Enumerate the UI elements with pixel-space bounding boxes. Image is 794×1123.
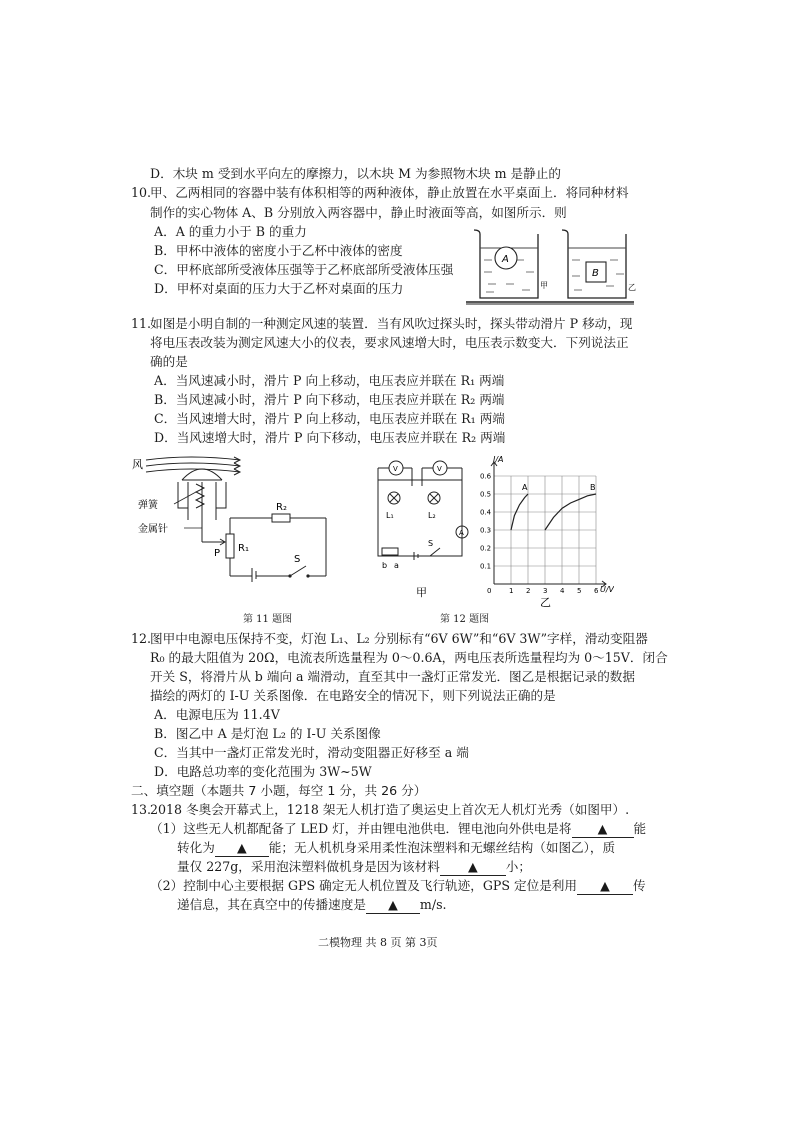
q11-figure-wind-device <box>130 452 335 582</box>
q12-option-c: C．当其中一盏灯正常发光时，滑动变阻器正好移至 a 端 <box>154 745 469 760</box>
q10-option-b: B．甲杯中液体的密度小于乙杯中液体的密度 <box>154 243 403 258</box>
q12-l2-label: L₂ <box>428 511 436 520</box>
q11-option-b: B．当风速减小时，滑片 P 向下移动，电压表应并联在 R₂ 两端 <box>154 392 505 407</box>
q13-blank-4[interactable]: ▲ <box>577 878 633 895</box>
q10-option-c: C．甲杯底部所受液体压强等于乙杯底部所受液体压强 <box>154 262 454 277</box>
q10-label-jia: 甲 <box>540 281 548 290</box>
chart-xlabel: U/V <box>600 585 614 594</box>
q12-v2-label: V <box>437 465 442 473</box>
q10-number: 10. <box>131 185 152 200</box>
q13-part1-line3: 量仅 227g，采用泡沫塑料做机身是因为该材料 ▲ 小； <box>177 859 531 874</box>
q11-label-p: P <box>214 548 221 559</box>
q13-blank-3[interactable]: ▲ <box>440 859 506 876</box>
q11-label-s: S <box>294 554 301 565</box>
q11-label-needle: 金属针 <box>138 524 168 535</box>
q13-part1-line2: 转化为 ▲ 能；无人机机身采用柔性泡沫塑料和无螺丝结构（如图乙），质 <box>177 840 616 855</box>
q11-stem-line2: 将电压表改装为测定风速大小的仪表，要求风速增大时，电压表示数变大．下列说法正 <box>150 335 629 350</box>
chart-xtick-label: 2 <box>526 587 531 595</box>
q12-a-end-label: a <box>394 561 399 570</box>
q12-number: 12. <box>131 631 152 646</box>
chart-xtick-label: 5 <box>577 587 582 595</box>
q13-blank-5[interactable]: ▲ <box>366 897 420 914</box>
chart-ytick-label: 0.3 <box>480 526 492 535</box>
chart-xtick-label: 6 <box>594 587 599 595</box>
q12-stem-line1: 图甲中电源电压保持不变，灯泡 L₁、L₂ 分别标有“6V 6W”和“6V 3W”字样，滑动变阻器 <box>150 631 648 646</box>
q13-number: 13. <box>131 802 152 817</box>
q12-caption: 第 12 题图 <box>440 614 490 625</box>
q12-v1-label: V <box>393 465 398 473</box>
q13-part1-line1: （1）这些无人机都配备了 LED 灯，并由锂电池供电．锂电池向外供电是将 ▲ 能 <box>150 821 647 836</box>
q11-option-a: A．当风速减小时，滑片 P 向上移动，电压表应并联在 R₁ 两端 <box>154 373 505 388</box>
q10-stem-line1: 甲、乙两相同的容器中装有体积相等的两种液体，静止放置在水平桌面上．将同种材料 <box>150 185 629 200</box>
q11-caption: 第 11 题图 <box>243 614 293 625</box>
q11-number: 11. <box>131 316 152 331</box>
chart-series-a-label: A <box>522 483 528 492</box>
q13-part2-line1: （2）控制中心主要根据 GPS 确定无人机位置及飞行轨迹，GPS 定位是利用 ▲ 传 <box>150 878 646 893</box>
chart-series <box>511 483 596 530</box>
chart-caption: 乙 <box>540 596 551 609</box>
q13-part2-line2: 递信息，其在真空中的传播速度是 ▲ m/s. <box>177 897 447 912</box>
q13-blank-2[interactable]: ▲ <box>215 840 269 857</box>
q10-figure-containers <box>466 226 636 306</box>
q11-label-r1: R₁ <box>238 543 249 554</box>
chart-xtick-label: 3 <box>543 587 548 595</box>
chart-ylabel: I/A <box>493 455 504 464</box>
chart-ytick-label: 0.4 <box>480 508 492 517</box>
q12-l1-label: L₁ <box>386 511 394 520</box>
q10-stem-line2: 制作的实心物体 A、B 分别放入两容器中，静止时液面等高，如图所示．则 <box>150 205 567 220</box>
q12-ammeter-label: A <box>459 529 464 537</box>
chart-xtick-label: 4 <box>560 587 565 595</box>
q13-stem: 2018 冬奥会开幕式上，1218 架无人机打造了奥运史上首次无人机灯光秀（如图甲）. <box>150 802 630 817</box>
q12-figure-circuit <box>360 456 475 601</box>
page-footer: 二模物理 共 8 页 第 3页 <box>318 936 438 949</box>
chart-xtick-label: 1 <box>509 587 514 595</box>
q10-option-d: D．甲杯对桌面的压力大于乙杯对桌面的压力 <box>154 281 404 296</box>
q10-label-a: A <box>502 254 509 265</box>
q12-jia-caption: 甲 <box>416 586 427 599</box>
chart-ytick-label: 0.1 <box>480 562 492 571</box>
chart-xtick-label: 0 <box>487 587 492 595</box>
chart-series-b-label: B <box>590 483 596 492</box>
q12-option-b: B．图乙中 A 是灯泡 L₂ 的 I-U 关系图像 <box>154 726 381 741</box>
chart-ytick-label: 0.6 <box>480 472 492 481</box>
q12-option-a: A．电源电压为 11.4V <box>154 707 280 722</box>
q11-option-c: C．当风速增大时，滑片 P 向上移动，电压表应并联在 R₁ 两端 <box>154 411 505 426</box>
q12-s-label: S <box>428 539 434 548</box>
q11-stem-line3: 确的是 <box>150 354 188 369</box>
q12-chart-iu <box>474 452 614 610</box>
q10-label-yi: 乙 <box>628 283 636 292</box>
q13-blank-1[interactable]: ▲ <box>572 821 634 838</box>
chart-ytick-label: 0.2 <box>480 544 492 553</box>
q12-stem-line3: 开关 S，将滑片从 b 端向 a 端滑动，直至其中一盏灯正常发光．图乙是根据记录的数据 <box>150 669 635 684</box>
q11-label-spring: 弹簧 <box>138 500 158 511</box>
q12-b-label: b <box>382 561 388 570</box>
q12-stem-line4: 描绘的两灯的 I-U 关系图像．在电路安全的情况下，则下列说法正确的是 <box>150 688 556 703</box>
chart-ticks <box>480 473 599 596</box>
q11-option-d: D．当风速增大时，滑片 P 向下移动，电压表应并联在 R₂ 两端 <box>154 430 506 445</box>
q11-stem-line1: 如图是小明自制的一种测定风速的装置．当有风吹过探头时，探头带动滑片 P 移动，现 <box>150 316 633 331</box>
chart-ytick-label: 0.5 <box>480 490 492 499</box>
q10-option-a: A．A 的重力小于 B 的重力 <box>154 224 307 239</box>
q11-label-wind: 风 <box>132 458 143 471</box>
q9-option-d: D．木块 m 受到水平向左的摩擦力，以木块 M 为参照物木块 m 是静止的 <box>150 166 561 181</box>
q11-label-r2: R₂ <box>276 502 287 513</box>
q12-stem-line2: R₀ 的最大阻值为 20Ω，电流表所选量程为 0～0.6A，两电压表所选量程均为 0～15V．闭合 <box>150 650 668 665</box>
q12-option-d: D．电路总功率的变化范围为 3W~5W <box>154 764 372 779</box>
section-heading-fill-blank: 二、填空题（本题共 7 小题，每空 1 分，共 26 分） <box>131 783 427 798</box>
q10-label-b: B <box>592 268 599 279</box>
